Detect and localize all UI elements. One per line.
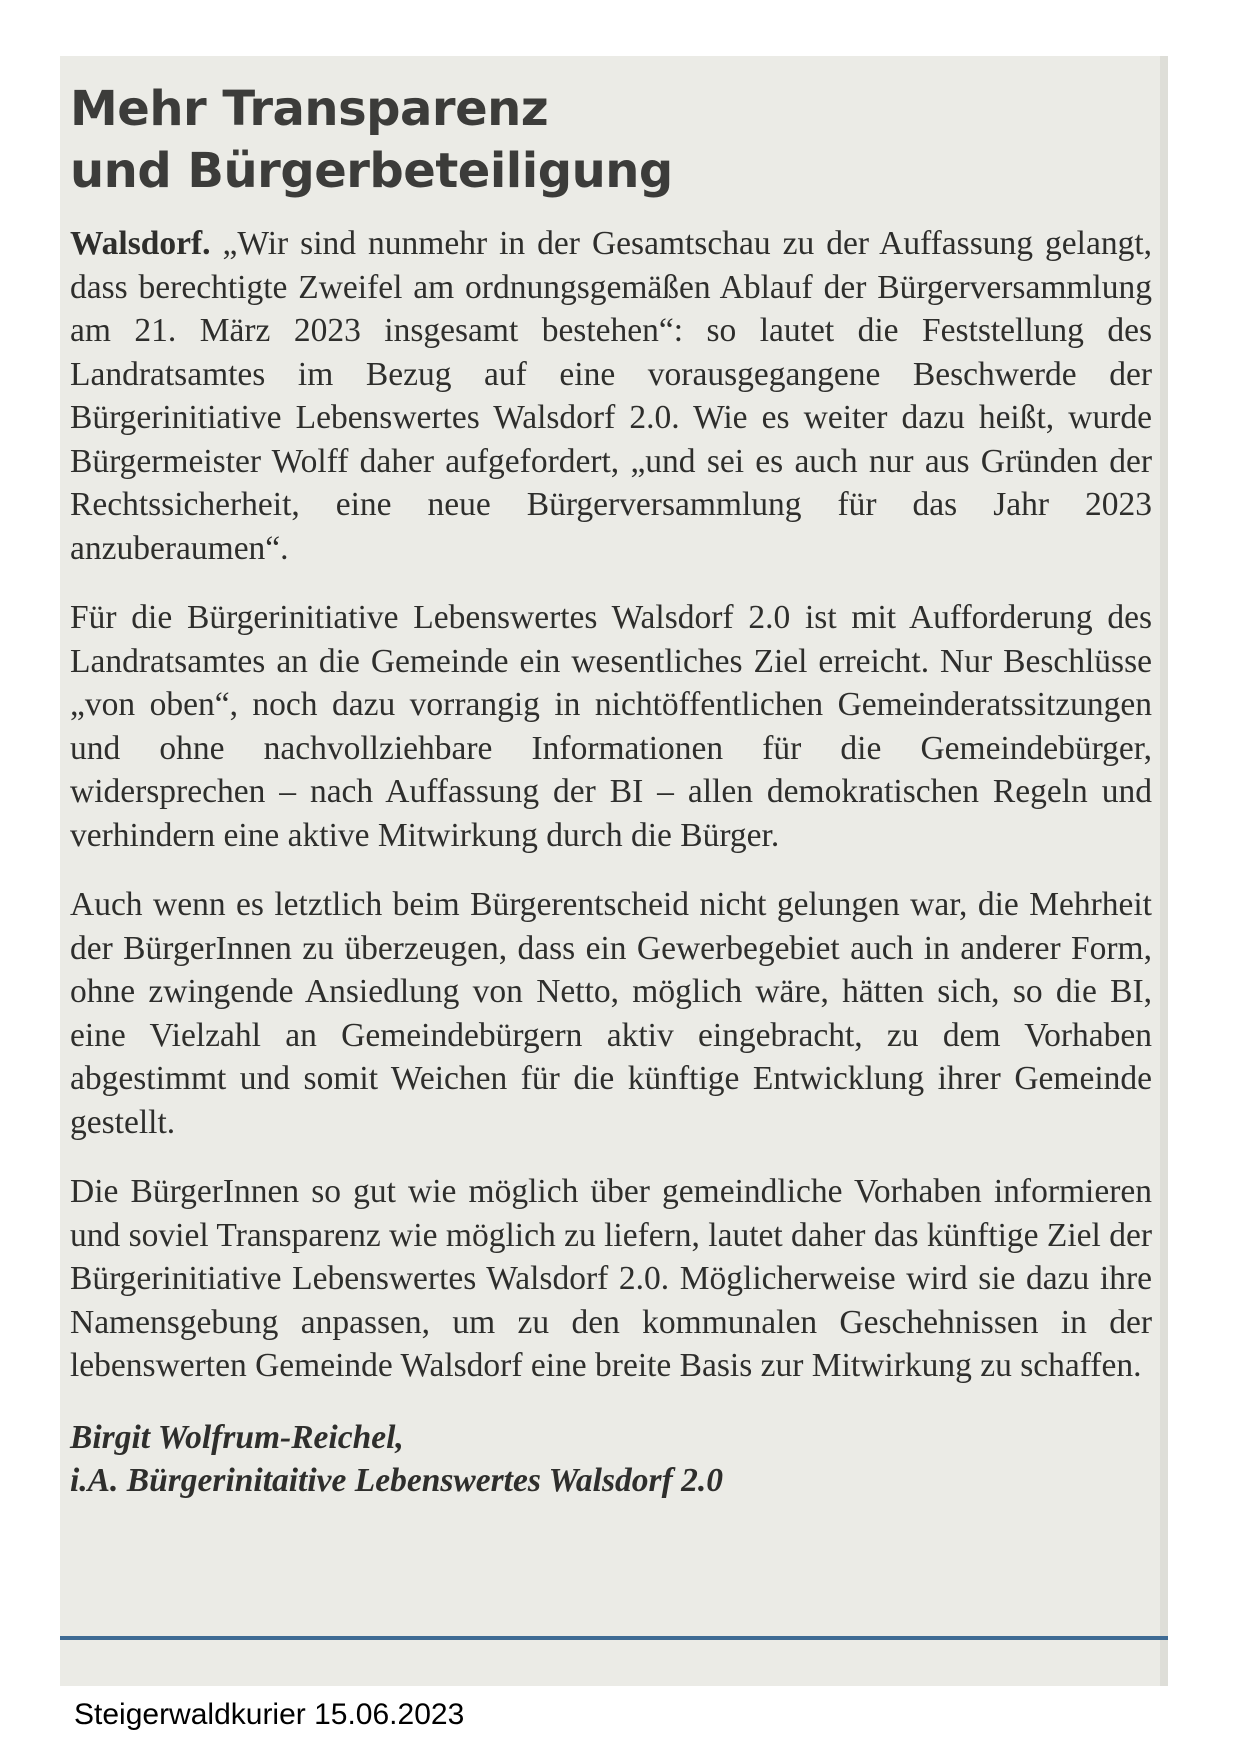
headline-line-2: und Bürgerbeteiligung: [70, 143, 673, 199]
article: [70, 78, 1152, 1502]
paragraph-3: Auch wenn es letztlich beim Bürgerentscheid nicht gelungen war, die Mehrheit der BürgerInnen zu überzeugen, dass ein Gewerbegebiet auch in anderer Form, ohne zwingende Ansiedlung von Netto, möglich wäre, hätten sich, so die BI, eine Vielzahl an Gemeindebürgern aktiv eingebracht, zu dem Vorhaben abgestimmt und somit Weichen für die künftige Entwicklung ihrer Gemeinde gestellt.: [70, 886, 1152, 1141]
dateline: Walsdorf.: [70, 225, 211, 262]
paragraph-1-text: „Wir sind nunmehr in der Gesamtschau zu der Auffassung gelangt, dass berechtigte Zweifel am ordnungsgemäßen Ablauf der Bürgerversammlung am 21. März 2023 insgesamt bestehen“: so lautet die Feststellung des Landratsamtes im Bezug auf eine vorausgegangene Beschwerde der Bürgerinitiative Lebenswertes Walsdorf 2.0. Wie es weiter dazu heißt, wurde Bürgermeister Wolff daher aufgefordert, „und sei es auch nur aus Gründen der Rechtssicherheit, eine neue Bürgerversammlung für das Jahr 2023 anzuberaumen“.: [70, 225, 1152, 567]
adjacent-column-bleed: [1160, 56, 1168, 1686]
newspaper-clipping: [60, 56, 1168, 1686]
source-caption: Steigerwaldkurier 15.06.2023: [74, 1698, 465, 1731]
signature-name: Birgit Wolfrum-Reichel,: [70, 1418, 404, 1456]
paragraph-2: Für die Bürgerinitiative Lebenswertes Walsdorf 2.0 ist mit Aufforderung des Landratsamtes an die Gemeinde ein wesentliches Ziel erreicht. Nur Beschlüsse „von oben“, noch dazu vorrangig in nichtöffentlichen Gemeinderatssitzungen und ohne nachvollziehbare Informationen für die Gemeindebürger, widersprechen – nach Auffassung der BI – allen demokratischen Regeln und verhindern eine aktive Mitwirkung durch die Bürger.: [70, 599, 1152, 854]
headline: [70, 78, 1152, 202]
bottom-rule-divider: [60, 1636, 1168, 1640]
headline-line-1: Mehr Transparenz: [70, 81, 549, 137]
signature-organization: i.A. Bürgerinitaitive Lebenswertes Walsdorf 2.0: [70, 1461, 723, 1499]
paragraph-4: Die BürgerInnen so gut wie möglich über gemeindliche Vorhaben informieren und soviel Transparenz wie möglich zu liefern, lautet daher das künftige Ziel der Bürgerinitiative Lebenswertes Walsdorf 2.0. Möglicherweise wird sie dazu ihre Namensgebung anpassen, um zu den kommunalen Geschehnissen in der lebenswerten Gemeinde Walsdorf eine breite Basis zur Mitwirkung zu schaffen.: [70, 1173, 1152, 1384]
article-body: [70, 222, 1152, 1388]
signature-block: [70, 1416, 1152, 1502]
paragraph-1: [70, 222, 1152, 570]
